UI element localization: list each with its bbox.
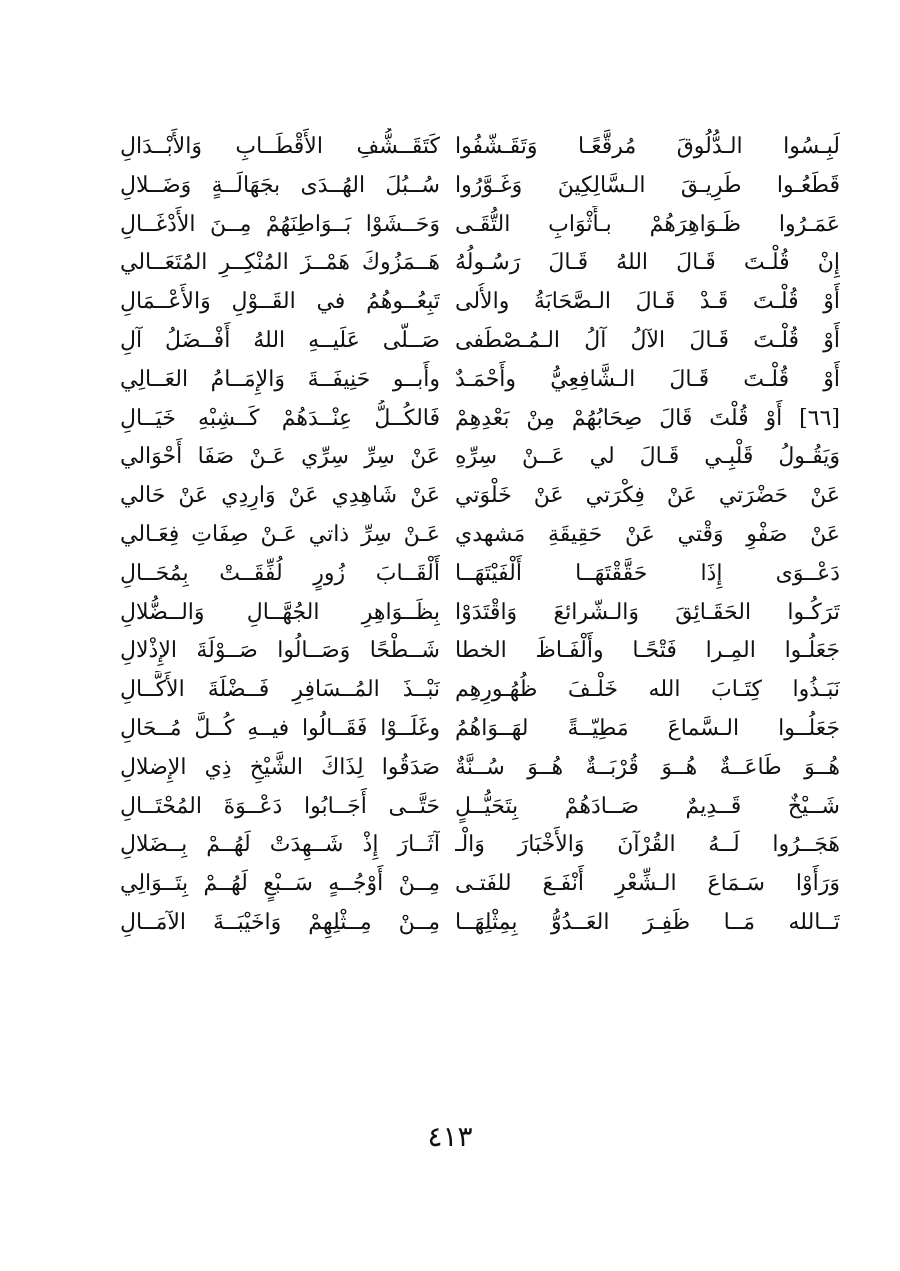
verse-first-hemistich: شَــيْخٌ قَــدِيمٌ صَــادَهُمْ بِتَحَيُّــلٍ xyxy=(455,793,840,819)
verse-first-hemistich: عَنْ حَضْرَتي عَنْ فِكْرَتي عَنْ خَلْوَتي xyxy=(455,483,840,509)
verse-second-hemistich: صَدَقُوا لِذَاكَ الشَّيْخِ ذِي الإِضلالِ xyxy=(120,754,440,780)
verse-first-hemistich: عَمَـرُوا ظَـوَاهِرَهُمْ بـأَثْوَابِ التُّقَـى xyxy=(455,211,840,237)
verse-second-hemistich: بِظَــوَاهِرِ الجُهَّــالِ وَالــضُّلالِ xyxy=(120,599,440,625)
verse-second-hemistich: كَتَقَــشُّفِ الأَقْطَــابِ وَالأَبْــدَالِ xyxy=(120,134,440,159)
verse-first-hemistich: تَــالله مَــا ظَفِـرَ العَــدُوُّ بِمِثْلِهَــا xyxy=(455,909,840,935)
verse-second-hemistich: هَــمَزُوكَ هَمْــزَ المُنْكِــرِ المُتَعَــالي xyxy=(120,250,440,276)
verse-second-hemistich: وَحَــشَوْا بَــوَاطِنَهُمْ مِــنَ الأَدْغَــالِ xyxy=(120,211,440,237)
verse-second-hemistich: سُــبُلَ الهُــدَى بجَهَالَــةٍ وَضَــلالِ xyxy=(120,172,440,198)
verse-second-hemistich: وغَلَــوْا فَقَــالُوا فيــهِ كُــلَّ مُــحَالِ xyxy=(120,715,440,741)
verse-second-hemistich: أَلْقَــابَ زُورٍ لُفِّقَــتْ بِمُحَــالِ xyxy=(120,560,440,586)
verse-first-hemistich: جَعَلُــوا الـسَّماعَ مَطِيّــةً لهَــوَاهُمُ xyxy=(455,715,840,741)
verse-first-hemistich: [٦٦] أَوْ قُلْتَ قَالَ صِحَابُهُمْ مِنْ بَعْدِهِمْ xyxy=(455,405,840,431)
verse-second-hemistich: تَبِعُــوهُمُ في القَــوْلِ وَالأَعْــمَالِ xyxy=(120,289,440,315)
verse-first-hemistich: إِنْ قُلْـتَ قَـالَ اللهُ قَـالَ رَسُـولُهُ xyxy=(455,250,840,276)
verse-second-hemistich: مِــنْ مِــثْلِهِمْ وَاخَيْبَــةَ الآمَــالِ xyxy=(120,909,440,935)
verse-second-hemistich: شَــطْحًا وَصَــالُوا صَــوْلَةَ الإِذْلالِ xyxy=(120,638,440,664)
verse-first-hemistich: وَيَقُـولُ قَلْبِـي قَـالَ لي عَــنْ سِرِّهِ xyxy=(455,444,840,470)
poem-left-column xyxy=(120,128,440,943)
verse-first-hemistich: هَجَــرُوا لَــهُ القُرْآنَ وَالأَخْبَارَ وَالْـ xyxy=(455,832,840,858)
verse-first-hemistich: دَعْــوَى إِذَا حَقَّقْتَهَــا أَلْفَيْتَهَــا xyxy=(455,560,840,586)
poem-right-column xyxy=(455,128,840,943)
verse-first-hemistich: هُــوَ طَاعَــةٌ هُــوَ قُرْبَــةٌ هُــوَ سُــنَّةٌ xyxy=(455,754,840,780)
verse-second-hemistich: فَالكُــلُّ عِنْــدَهُمْ كَــشِبْهِ خَيَــالِ xyxy=(120,405,440,431)
verse-first-hemistich: جَعَلُـوا المِـرا فَتْحًـا وأَلْفَـاظَ الخطا xyxy=(455,638,840,664)
verse-first-hemistich: أَوْ قُلْـتَ قَـالَ الآلُ آلُ الـمُـصْطَفى xyxy=(455,327,840,353)
verse-second-hemistich: عَنْ شَاهِدِي عَنْ وَارِدِي عَنْ حَالي xyxy=(120,483,440,509)
verse-second-hemistich: صَــلّى عَلَيــهِ اللهُ أَفْــضَلُ آلِ xyxy=(120,327,440,353)
verse-first-hemistich: عَنْ صَفْوِ وَقْتي عَنْ حَقِيقَةِ مَشهدي xyxy=(455,521,840,547)
verse-first-hemistich: لَبِـسُوا الـدُّلُوقَ مُرقَّعًـا وَتَقَـشّفُوا xyxy=(455,134,840,159)
verse-second-hemistich: مِــنْ أَوْجُــهٍ سَــبْعٍ لَهُــمْ بِتَــوَالِي xyxy=(120,871,440,897)
verse-first-hemistich: قَطَعُـوا طَرِيـقَ الـسَّالِكِينَ وَغَـوَّرُوا xyxy=(455,172,840,198)
verse-first-hemistich: أَوْ قُلْـتَ قَـالَ الـشَّافِعِيُّ وأَحْمَـدٌ xyxy=(455,366,840,392)
verse-first-hemistich: وَرَأَوْا سَـمَاعَ الـشِّعْرِ أَنْفَـعَ للفَتـى xyxy=(455,871,840,897)
verse-second-hemistich: نَبْــذَ المُــسَافِرِ فَــضْلَةَ الأَكَّــالِ xyxy=(120,677,440,703)
verse-first-hemistich: أَوْ قُلْـتَ قَـدْ قَـالَ الـصَّحَابَةُ والأُلى xyxy=(455,289,840,315)
verse-second-hemistich: حَتَّــى أَجَــابُوا دَعْــوَةَ المُحْتَــالِ xyxy=(120,793,440,819)
page-number: ٤١٣ xyxy=(427,1120,473,1153)
verse-second-hemistich: عَـنْ سِرِّ ذاتي عَـنْ صِفَاتِ فِعَـالي xyxy=(120,521,440,547)
verse-second-hemistich: وأَبــو حَنِيفَــةَ وَالإِمَــامُ العَــالِي xyxy=(120,366,440,392)
verse-second-hemistich: عَنْ سِرِّ سِرِّي عَـنْ صَفَا أَحْوَالي xyxy=(120,444,440,470)
verse-first-hemistich: نَبَـذُوا كِتَـابَ الله خَلْـفَ ظُهُـورِهِم xyxy=(455,677,840,703)
verse-second-hemistich: آثَــارَ إِذْ شَــهِدَتْ لَهُــمْ بِــضَلالِ xyxy=(120,832,440,858)
verse-first-hemistich: تَرَكُـوا الحَقَـائِقَ وَالـشّرائعَ وَاقْتَدَوْا xyxy=(455,599,840,625)
